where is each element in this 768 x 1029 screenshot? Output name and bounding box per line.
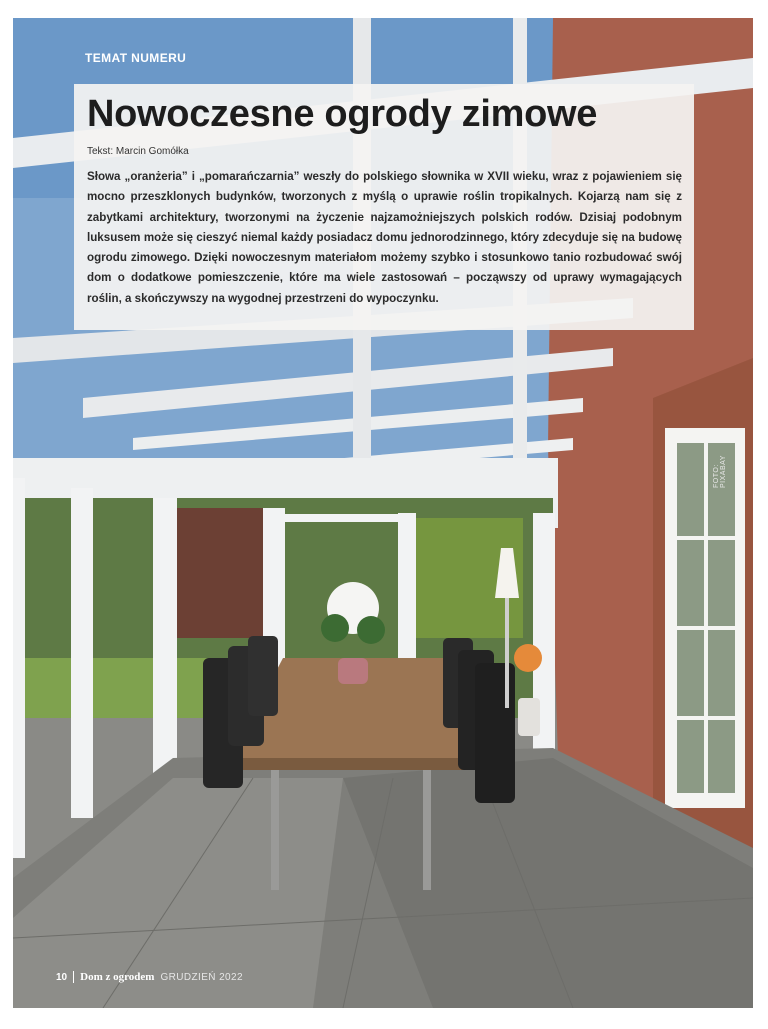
magazine-name: Dom z ogrodem [80,971,155,983]
page-number: 10 [56,971,68,983]
lead-paragraph: Słowa „oranżeria” i „pomarańczarnia” weszły do polskiego słownika w XVII wieku, wraz z pojawieniem się mocno przeszklonych budynków, tworzonych z myślą o uprawie roślin tropikalnych. Kojarzą nam się z zabytkami architektury, tworzonymi na życzenie najzamożniejszych polskich rodów. Dzisiaj podobnym luksusem może się cieszyć niemal każdy posiadacz domu jednorodzinnego, który zdecyduje się na budowę ogrodu zimowego. Dzięki nowoczesnym materiałom możemy szybko i stosunkowo tanio rozbudować swój dom o dodatkowe pomieszczenie, które ma wiele zastosowań – począwszy od uprawy wymagających roślin, a skończywszy na wygodnej przestrzeni do wypoczynku. [87,170,682,305]
magazine-page [13,18,753,1008]
issue-date: GRUDZIEŃ 2022 [160,971,243,983]
section-label: TEMAT NUMERU [85,51,187,65]
byline: Tekst: Marcin Gomółka [87,146,189,157]
footer-divider [73,971,74,983]
page-footer [56,971,243,983]
photo-credit: FOTO: PIXABAY [713,455,727,488]
intro-box [74,84,694,330]
article-title: Nowoczesne ogrody zimowe [87,93,598,135]
